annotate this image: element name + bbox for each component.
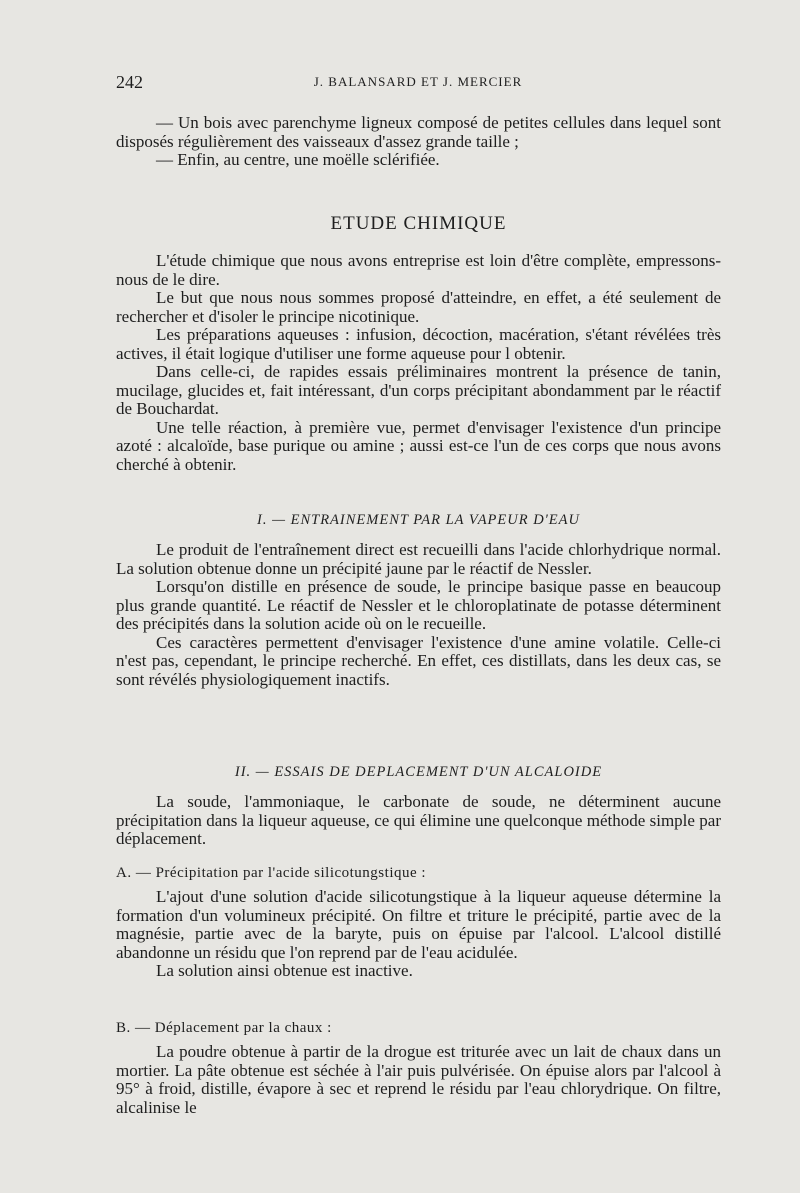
list-item: — Enfin, au centre, une moëlle sclérifiée. [156, 150, 440, 169]
paragraph: Le produit de l'entraînement direct est recueilli dans l'acide chlorhydrique normal. La solution obtenue donne un précipité jaune par le réactif de Nessler. [116, 540, 721, 578]
paragraph: Le but que nous nous sommes proposé d'atteindre, en effet, a été seulement de rechercher et d'isoler le principe nicotinique. [116, 288, 721, 326]
section-body [116, 252, 721, 474]
paragraph: Dans celle-ci, de rapides essais préliminaires montrent la présence de tanin, mucilage, glucides et, fait intéressant, d'un corps précipitant abondamment par le réactif de Bouchardat. [116, 362, 721, 418]
running-head: J. BALANSARD ET J. MERCIER [313, 74, 523, 89]
paragraph: Lorsqu'on distille en présence de soude, le principe basique passe en beaucoup plus grande quantité. Le réactif de Nessler et le chloroplatinate de potasse déterminent des précipités dans la solution acide où on le recueille. [116, 577, 721, 633]
paragraph: L'ajout d'une solution d'acide silicotungstique à la liqueur aqueuse détermine la formation d'un volumineux précipité. On filtre et triture le précipité, partie avec de la magnésie, partie avec de la baryte, puis on épuise par l'alcool. L'alcool distillé abandonne un résidu que l'on reprend par de l'eau acidulée. [116, 887, 721, 962]
subsection-a-body [116, 888, 721, 981]
subsection-b-body [116, 1043, 721, 1117]
part2-body [116, 793, 721, 849]
subsection-a-title: A. — Précipitation par l'acide silicotungstique : [116, 865, 427, 881]
subsection-b-title: B. — Déplacement par la chaux : [116, 1020, 332, 1036]
section-title: ETUDE CHIMIQUE [330, 213, 507, 234]
paragraph: La solution ainsi obtenue est inactive. [156, 961, 413, 980]
part2-title: II. — ESSAIS DE DEPLACEMENT D'UN ALCALOIDE [234, 764, 603, 780]
list-item: — Un bois avec parenchyme ligneux composé de petites cellules dans lequel sont disposés régulièrement des vaisseaux d'assez grande taille ; [116, 113, 721, 151]
part1-title: I. — ENTRAINEMENT PAR LA VAPEUR D'EAU [257, 512, 580, 528]
paragraph: Les préparations aqueuses : infusion, décoction, macération, s'étant révélées très actives, il était logique d'utiliser une forme aqueuse pour l obtenir. [116, 325, 721, 363]
paragraph: L'étude chimique que nous avons entreprise est loin d'être complète, empressons-nous de le dire. [116, 251, 721, 289]
paragraph: La soude, l'ammoniaque, le carbonate de soude, ne déterminent aucune précipitation dans la liqueur aqueuse, ce qui élimine une quelconque méthode simple par déplacement. [116, 792, 721, 848]
page-number: 242 [116, 72, 143, 92]
paragraph: La poudre obtenue à partir de la drogue est triturée avec un lait de chaux dans un mortier. La pâte obtenue est séchée à l'air puis pulvérisée. On épuise alors par l'alcool à 95° à froid, distille, évapore à sec et reprend le résidu par l'eau chlorydrique. On filtre, alcalinise le [116, 1042, 721, 1117]
part1-body [116, 541, 721, 689]
page-header [116, 72, 720, 94]
intro-list [116, 114, 721, 170]
paragraph: Ces caractères permettent d'envisager l'existence d'une amine volatile. Celle-ci n'est pas, cependant, le principe recherché. En effet, ces distillats, dans les deux cas, se sont révélés physiologiquement inactifs. [116, 632, 721, 689]
paragraph: Une telle réaction, à première vue, permet d'envisager l'existence d'un principe azoté : alcaloïde, base purique ou amine ; aussi est-ce l'un de ces corps que nous avons cherché à obtenir. [116, 417, 721, 474]
